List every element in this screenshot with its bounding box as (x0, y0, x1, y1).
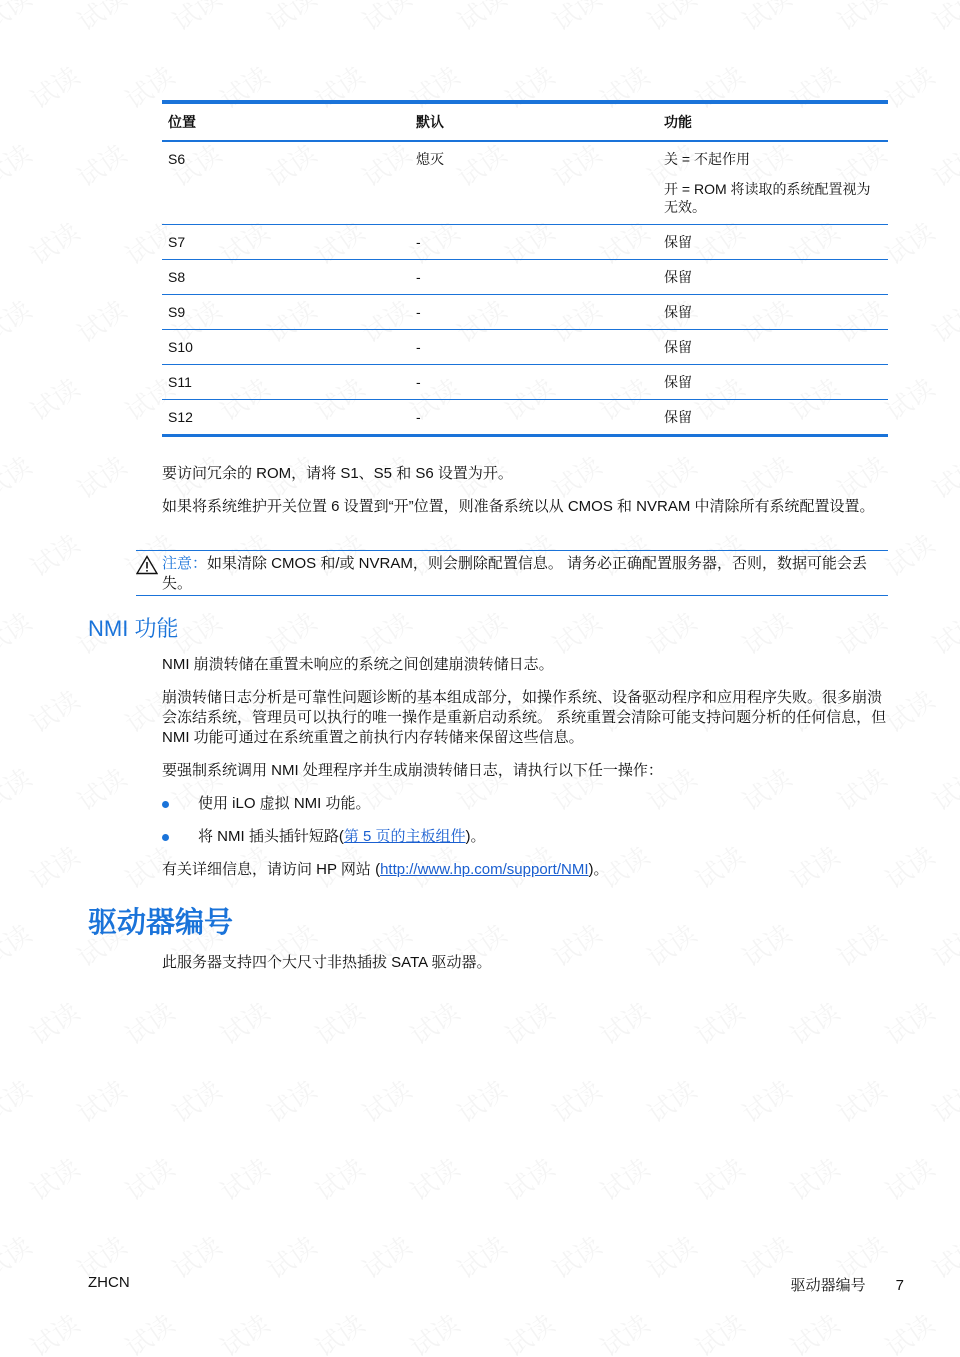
warning-triangle-icon (136, 555, 158, 575)
cell-function: 保留 (658, 260, 888, 295)
mainboard-components-link[interactable]: 第 5 页的主板组件 (343, 828, 466, 845)
table-row (162, 330, 888, 365)
cell-function: 保留 (658, 400, 888, 436)
redundant-rom-paragraph: 要访问冗余的 ROM，请将 S1、S5 和 S6 设置为开。 (162, 465, 513, 482)
header-default: 默认 (410, 102, 658, 141)
bullet-dot-icon (162, 801, 169, 808)
cell-position: S7 (162, 225, 410, 260)
drive-paragraph: 此服务器支持四个大尺寸非热插拔 SATA 驱动器。 (162, 954, 492, 971)
caution-note (136, 550, 888, 596)
footer-language-code: ZHCN (88, 1274, 130, 1291)
cell-position: S10 (162, 330, 410, 365)
list-item-text: 使用 iLO 虚拟 NMI 功能。 (198, 795, 371, 812)
table-row (162, 400, 888, 436)
cell-default: - (410, 260, 658, 295)
note-label: 注意： (162, 555, 208, 572)
cell-position: S11 (162, 365, 410, 400)
hp-support-link[interactable]: http://www.hp.com/support/NMI (380, 861, 589, 878)
cell-default: - (410, 225, 658, 260)
bullet-dot-icon (162, 834, 169, 841)
cell-position: S8 (162, 260, 410, 295)
cell-default: - (410, 365, 658, 400)
table-row (162, 365, 888, 400)
nmi-paragraph-2: 崩溃转储日志分析是可靠性问题诊断的基本组成部分，如操作系统、设备驱动程序和应用程序失败。很多崩溃会冻结系统，管理员可以执行的唯一操作是重新启动系统。 系统重置会清除可能支持问题分析的任何信息，但 NMI 功能可通过在系统重置之前执行内存转储来保留这些信息。 (162, 689, 887, 746)
drive-numbering-heading: 驱动器编号 (88, 907, 234, 939)
cell-default: - (410, 330, 658, 365)
clear-config-paragraph: 如果将系统维护开关位置 6 设置到“开”位置，则准备系统以从 CMOS 和 NVRAM 中清除所有系统配置设置。 (162, 498, 875, 515)
footer-section-title: 驱动器编号 (790, 1277, 866, 1294)
table-row (162, 141, 888, 225)
table-row (162, 295, 888, 330)
cell-default: - (410, 400, 658, 436)
cell-position: S6 (162, 141, 410, 225)
more-info-prefix: 有关详细信息，请访问 HP 网站 ( (162, 861, 381, 878)
table-header-row (162, 102, 888, 141)
more-info-paragraph (162, 860, 888, 880)
note-text (162, 554, 882, 594)
page-number: 7 (895, 1277, 904, 1294)
footer-page-info (791, 1274, 904, 1295)
nmi-paragraph-3: 要强制系统调用 NMI 处理程序并生成崩溃转储日志，请执行以下任一操作： (162, 762, 663, 779)
list-item-text (198, 827, 486, 847)
cell-default: 熄灭 (410, 141, 658, 225)
nmi-section-heading: NMI 功能 (88, 616, 179, 641)
table-row (162, 225, 888, 260)
function-line: 开 = ROM 将读取的系统配置视为无效。 (664, 181, 871, 215)
cell-function: 保留 (658, 225, 888, 260)
cell-position: S9 (162, 295, 410, 330)
cell-default: - (410, 295, 658, 330)
cell-function: 保留 (658, 295, 888, 330)
cell-position: S12 (162, 400, 410, 436)
nmi-paragraph-1: NMI 崩溃转储在重置未响应的系统之间创建崩溃转储日志。 (162, 656, 554, 673)
cell-function (658, 141, 888, 225)
more-info-suffix: )。 (588, 861, 609, 878)
cell-function: 保留 (658, 365, 888, 400)
bullet2-suffix: )。 (465, 828, 486, 845)
table-row (162, 260, 888, 295)
function-line: 关 = 不起作用 (664, 151, 750, 167)
switch-settings-table (162, 100, 888, 437)
header-position: 位置 (162, 102, 410, 141)
cell-function: 保留 (658, 330, 888, 365)
note-body: 如果清除 CMOS 和/或 NVRAM，则会删除配置信息。 请务必正确配置服务器，否则，数据可能会丢失。 (162, 555, 868, 592)
header-function: 功能 (658, 102, 888, 141)
bullet2-prefix: 将 NMI 插头插针短路( (198, 828, 344, 845)
